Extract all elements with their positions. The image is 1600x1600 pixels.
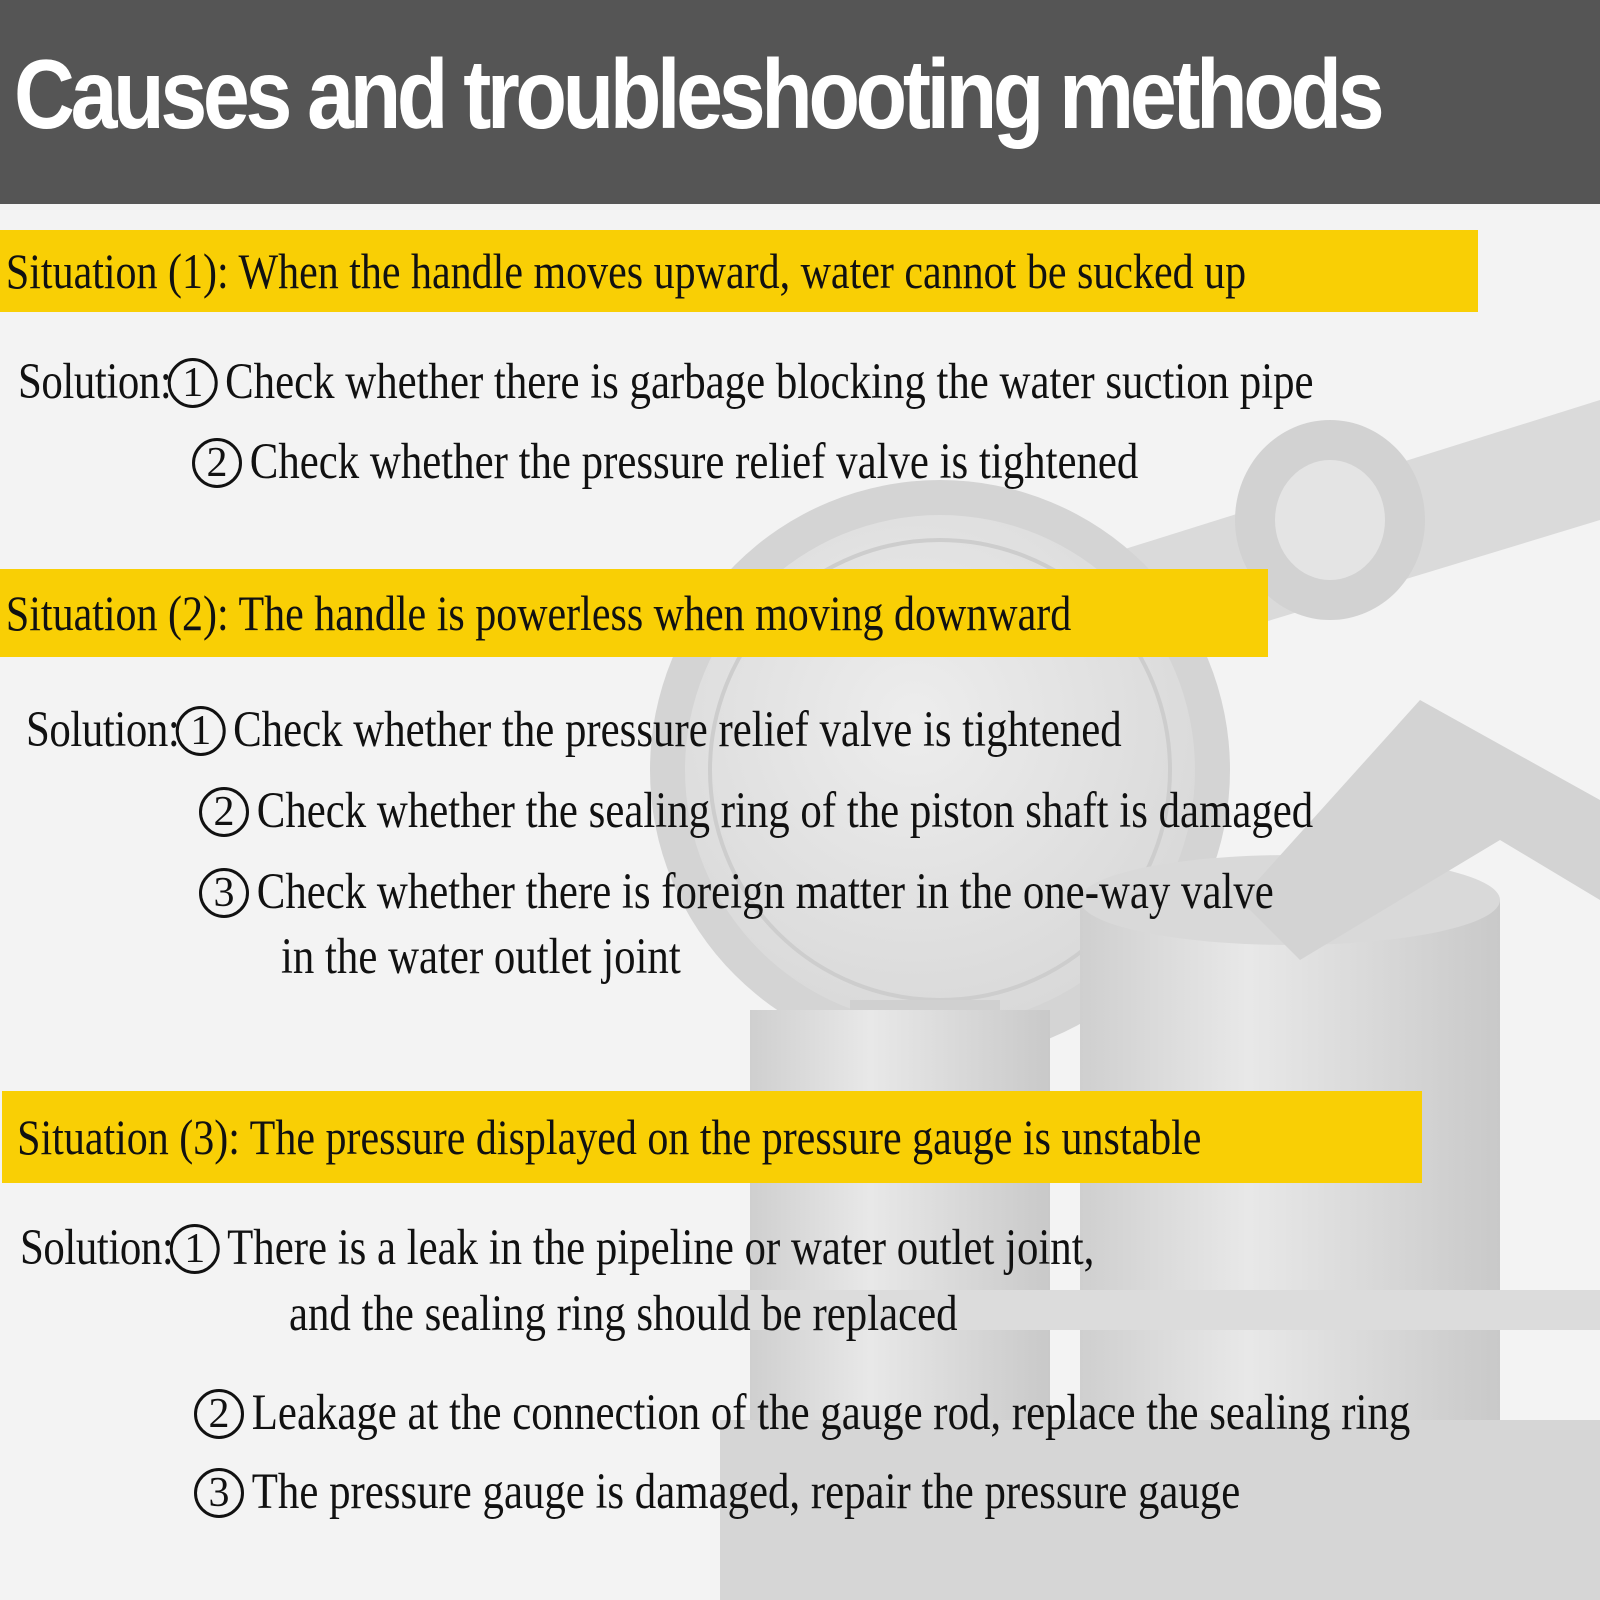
situation-2-step-2 bbox=[203, 781, 1313, 841]
step-number-2: 2 bbox=[192, 438, 242, 488]
situation-3-banner bbox=[2, 1091, 1422, 1183]
step-text: The pressure gauge is damaged, repair the pressure gauge bbox=[251, 1464, 1241, 1520]
step-number-1: 1 bbox=[175, 706, 225, 756]
situation-2-step-1 bbox=[26, 700, 1122, 760]
situation-2-title: Situation (2): The handle is powerless when moving downward bbox=[5, 585, 1072, 641]
step-text: Check whether the pressure relief valve is tightened bbox=[233, 702, 1122, 758]
step-number-1: 1 bbox=[167, 358, 217, 408]
step-number-1: 1 bbox=[169, 1224, 219, 1274]
page-title: Causes and troubleshooting methods bbox=[14, 39, 1381, 149]
solution-label: Solution: bbox=[18, 354, 172, 410]
solution-label: Solution: bbox=[20, 1220, 174, 1276]
solution-label: Solution: bbox=[26, 702, 180, 758]
situation-1-step-1 bbox=[18, 352, 1314, 412]
step-text: There is a leak in the pipeline or water outlet joint, bbox=[227, 1220, 1095, 1276]
step-number-2: 2 bbox=[199, 787, 249, 837]
step-text: and the sealing ring should be replaced bbox=[289, 1286, 958, 1342]
situation-1-step-2 bbox=[196, 432, 1138, 492]
situation-1-title: Situation (1): When the handle moves upward, water cannot be sucked up bbox=[5, 243, 1247, 299]
step-text: Check whether there is foreign matter in the one-way valve bbox=[256, 864, 1274, 920]
step-number-3: 3 bbox=[194, 1468, 244, 1518]
situation-2-step-3 bbox=[203, 862, 1274, 922]
step-text: Check whether the sealing ring of the piston shaft is damaged bbox=[256, 783, 1314, 839]
situation-3-step-1 bbox=[20, 1218, 1094, 1278]
situation-2-step-3-continued bbox=[281, 927, 681, 987]
situation-3-title: Situation (3): The pressure displayed on the pressure gauge is unstable bbox=[17, 1109, 1202, 1165]
step-number-2: 2 bbox=[194, 1389, 244, 1439]
situation-3-step-2 bbox=[198, 1383, 1410, 1443]
situation-3-step-1-continued bbox=[289, 1284, 958, 1344]
step-text: in the water outlet joint bbox=[281, 929, 681, 985]
situation-2-banner bbox=[0, 569, 1268, 657]
situation-1-banner bbox=[0, 230, 1478, 312]
situation-3-step-3 bbox=[198, 1462, 1240, 1522]
step-number-3: 3 bbox=[199, 868, 249, 918]
step-text: Check whether there is garbage blocking the water suction pipe bbox=[225, 354, 1314, 410]
step-text: Check whether the pressure relief valve is tightened bbox=[249, 434, 1139, 490]
header-band bbox=[0, 0, 1600, 204]
step-text: Leakage at the connection of the gauge rod, replace the sealing ring bbox=[251, 1385, 1411, 1441]
